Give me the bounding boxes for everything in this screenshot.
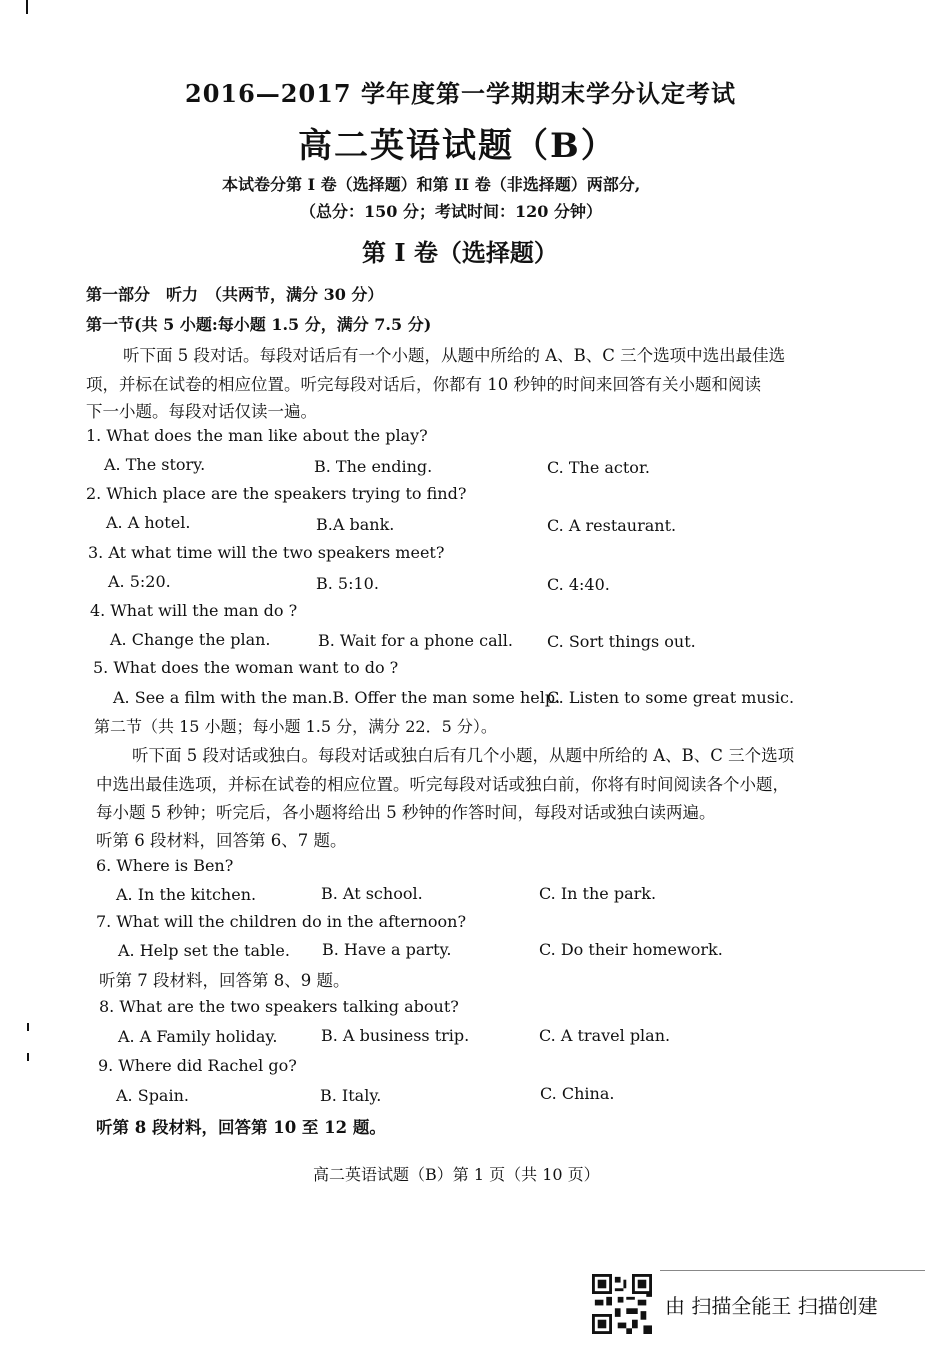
material-note: 听第 6 段材料，回答第 6、7 题。 <box>96 831 347 850</box>
volume-title: 第 I 卷（选择题） <box>362 238 558 267</box>
option-a: A. Change the plan. <box>110 630 271 649</box>
option-c: C. Do their homework. <box>539 940 723 959</box>
option-b: B. 5:10. <box>316 574 379 593</box>
option-a: A. Spain. <box>116 1086 189 1105</box>
option-b: B. The ending. <box>314 457 433 476</box>
scan-mark <box>26 0 28 14</box>
option-a: A. A Family holiday. <box>118 1027 278 1046</box>
instruction-line: 每小题 5 秒钟；听完后，各小题将给出 5 秒钟的作答时间，每段对话或独白读两遍。 <box>96 803 716 822</box>
option-b: B. Wait for a phone call. <box>318 631 513 650</box>
option-c: C. In the park. <box>539 884 657 903</box>
scanner-watermark: 由 扫描全能王 扫描创建 <box>665 1294 878 1318</box>
question-text: 9. Where did Rachel go? <box>98 1056 297 1075</box>
instruction-line: 项，并标在试卷的相应位置。听完每段对话后，你都有 10 秒钟的时间来回答有关小题和阅读 <box>86 375 761 394</box>
intro-line: （总分：150 分；考试时间：120 分钟） <box>300 202 602 221</box>
option-c: C. The actor. <box>547 458 650 477</box>
page-footer: 高二英语试题（B）第 1 页（共 10 页） <box>313 1165 600 1184</box>
instruction-line: 下一小题。每段对话仅读一遍。 <box>86 402 317 421</box>
option-a: A. Help set the table. <box>118 941 290 960</box>
instruction-line: 听下面 5 段对话。每段对话后有一个小题，从题中所给的 A、B、C 三个选项中选出最佳选 <box>123 346 786 365</box>
section-heading: 第二节（共 15 小题；每小题 1.5 分，满分 22．5 分）。 <box>94 717 497 736</box>
divider-line <box>660 1270 925 1271</box>
option-b: B. Have a party. <box>322 940 452 959</box>
question-text: 5. What does the woman want to do ? <box>93 658 399 677</box>
question-text: 3. At what time will the two speakers meet? <box>88 543 445 562</box>
question-text: 6. Where is Ben? <box>96 856 234 875</box>
material-note: 听第 7 段材料，回答第 8、9 题。 <box>99 971 350 990</box>
option-a: A. 5:20. <box>108 572 171 591</box>
option-ab: A. See a film with the man.B. Offer the man some help. <box>113 688 561 707</box>
option-b: B. Italy. <box>320 1086 382 1105</box>
question-text: 2. Which place are the speakers trying to find? <box>86 484 467 503</box>
question-text: 8. What are the two speakers talking about? <box>99 997 459 1016</box>
question-text: 7. What will the children do in the afternoon? <box>96 912 467 931</box>
option-a: A. The story. <box>104 455 206 474</box>
instruction-line: 听下面 5 段对话或独白。每段对话或独白后有几个小题，从题中所给的 A、B、C 三个选项 <box>132 746 795 765</box>
option-c: C. A travel plan. <box>539 1026 671 1045</box>
subject-title: 高二英语试题（B） <box>298 126 617 166</box>
option-c: C. Listen to some great music. <box>547 688 795 707</box>
option-b: B. A business trip. <box>321 1026 470 1045</box>
question-text: 1. What does the man like about the play? <box>86 426 428 445</box>
exam-title: 2016—2017 学年度第一学期期末学分认定考试 <box>185 79 736 108</box>
option-a: A. In the kitchen. <box>116 885 257 904</box>
qr-code-icon <box>592 1274 652 1334</box>
option-c: C. China. <box>540 1084 615 1103</box>
option-b: B.A bank. <box>316 515 395 534</box>
intro-line: 本试卷分第 I 卷（选择题）和第 II 卷（非选择题）两部分, <box>222 175 641 194</box>
part-heading: 第一部分 听力 （共两节，满分 30 分） <box>86 285 384 304</box>
scan-mark <box>27 1023 29 1031</box>
option-c: C. A restaurant. <box>547 516 677 535</box>
scan-mark <box>27 1053 29 1061</box>
question-text: 4. What will the man do ? <box>90 601 298 620</box>
option-a: A. A hotel. <box>106 513 191 532</box>
option-c: C. 4:40. <box>547 575 610 594</box>
option-c: C. Sort things out. <box>547 632 696 651</box>
option-b: B. At school. <box>321 884 423 903</box>
instruction-line: 中选出最佳选项，并标在试卷的相应位置。听完每段对话或独白前，你将有时间阅读各个小题， <box>96 775 789 794</box>
material-note: 听第 8 段材料，回答第 10 至 12 题。 <box>96 1118 386 1137</box>
section-heading: 第一节(共 5 小题:每小题 1.5 分，满分 7.5 分) <box>86 315 432 334</box>
